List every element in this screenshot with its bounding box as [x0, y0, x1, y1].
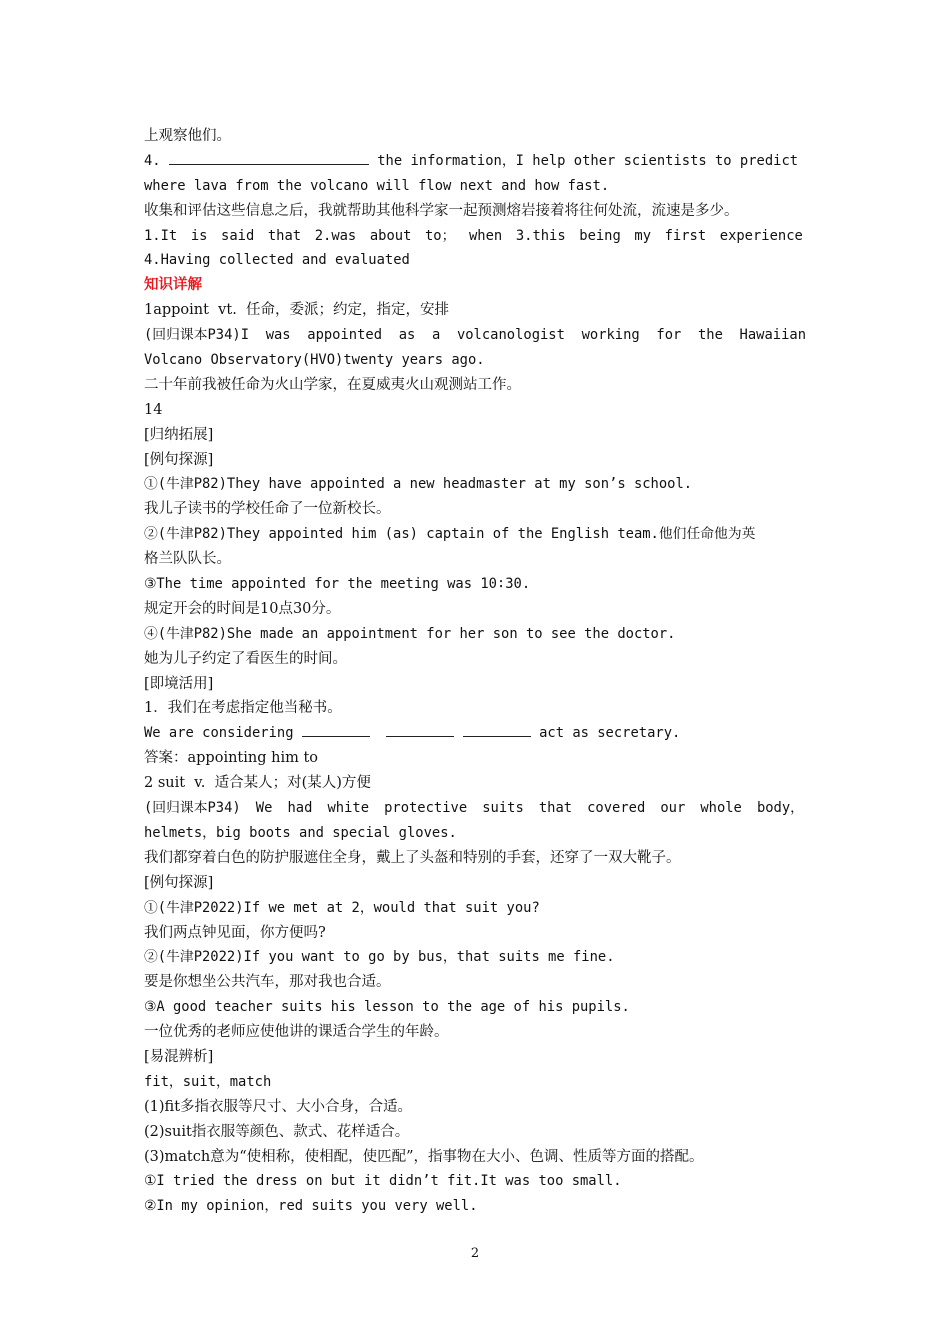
- item-number: 4.: [144, 152, 161, 169]
- vocab-entry-suit: 2 suit v. 适合某人；对(某人)方便: [144, 775, 371, 792]
- answer-word: 2.was: [314, 227, 357, 244]
- text-line: fit，suit，match: [144, 1073, 272, 1090]
- exercise-prompt: 1．我们在考虑指定他当秘书。: [144, 700, 342, 717]
- textbook-sentence: [144, 323, 806, 348]
- sentence-word: white: [327, 800, 370, 817]
- sentence-word: for: [656, 327, 682, 344]
- fill-in-blank[interactable]: [386, 722, 454, 737]
- answer-word: 1.It: [144, 227, 178, 244]
- sentence-word: volcanologist: [456, 327, 565, 344]
- exercise-line-4: [144, 149, 824, 174]
- vocab-entry-appoint: 1appoint vt. 任命，委派；约定，指定，安排: [144, 302, 450, 319]
- answer-word: that: [267, 227, 302, 244]
- translation-line: 她为儿子约定了看医生的时间。: [144, 650, 347, 667]
- example-sentence: ③A good teacher suits his lesson to the age of his pupils.: [144, 999, 630, 1016]
- comparison-note: (1)fit多指衣服等尺寸、大小合身，合适。: [144, 1098, 413, 1115]
- comparison-note: (2)suit指衣服等颜色、款式、花样适合。: [144, 1123, 410, 1140]
- answer-word: to；: [424, 227, 456, 244]
- text-line: Volcano Observatory(HVO)twenty years ago.: [144, 352, 485, 369]
- example-sentence: ④(牛津P82)She made an appointment for her son to see the doctor.: [144, 625, 676, 642]
- text-line: helmets，big boots and special gloves.: [144, 824, 457, 841]
- sentence-text: the information，I help other scientists to predict: [377, 152, 799, 169]
- answer-word: 3.this: [515, 227, 566, 244]
- exercise-sentence: [144, 721, 824, 746]
- answer-line: 答案：appointing him to: [144, 750, 318, 767]
- answer-word: experience: [719, 227, 803, 244]
- answer-word: first: [664, 227, 707, 244]
- translation-line: 二十年前我被任命为火山学家，在夏威夷火山观测站工作。: [144, 376, 521, 393]
- fill-in-blank[interactable]: [463, 722, 531, 737]
- sentence-text: act as secretary.: [539, 725, 681, 742]
- subsection-label: [易混辨析]: [144, 1048, 214, 1065]
- text-line: 14: [144, 401, 163, 418]
- translation-line: 要是你想坐公共汽车，那对我也合适。: [144, 974, 391, 991]
- sentence-word: Hawaiian: [739, 327, 806, 344]
- answer-word: my: [634, 227, 652, 244]
- translation-line: 我们都穿着白色的防护服遮住全身，戴上了头盔和特别的手套，还穿了一双大靴子。: [144, 849, 681, 866]
- answer-word: said: [221, 227, 255, 244]
- translation-line: 一位优秀的老师应使他讲的课适合学生的年龄。: [144, 1024, 449, 1041]
- example-sentence: ②(牛津P82)They appointed him (as) captain of the English team.他们任命他为英: [144, 526, 756, 543]
- fill-in-blank[interactable]: [169, 150, 369, 165]
- subsection-label: [例句探源]: [144, 451, 214, 468]
- answer-word: about: [369, 227, 412, 244]
- sentence-word: the: [697, 327, 723, 344]
- sentence-word: appointed: [307, 327, 383, 344]
- textbook-sentence: [144, 796, 804, 821]
- example-sentence: ③The time appointed for the meeting was 10∶30.: [144, 576, 531, 593]
- answer-word: being: [579, 227, 621, 244]
- sentence-word: our: [660, 800, 686, 817]
- fill-in-blank[interactable]: [302, 722, 370, 737]
- text-line: 上观察他们。: [144, 128, 231, 144]
- answer-word: is: [190, 227, 208, 244]
- example-sentence: ①I tried the dress on but it didn’t fit.It was too small.: [144, 1173, 622, 1190]
- answers-line: [144, 224, 803, 249]
- sentence-word: whole: [700, 800, 742, 817]
- page-number: 2: [470, 1246, 480, 1261]
- sentence-text: We are considering: [144, 725, 294, 742]
- example-sentence: ①(牛津P2022)If we met at 2，would that suit you?: [144, 899, 540, 916]
- document-body: [144, 124, 824, 1219]
- subsection-label: [归纳拓展]: [144, 426, 214, 443]
- sentence-word: a: [431, 327, 441, 344]
- translation-line: 我儿子读书的学校任命了一位新校长。: [144, 501, 391, 518]
- example-sentence: ②In my opinion，red suits you very well.: [144, 1198, 478, 1215]
- example-sentence: ①(牛津P82)They have appointed a new headmaster at my son’s school.: [144, 476, 693, 493]
- sentence-word: (回归课本P34)I: [144, 327, 250, 344]
- example-sentence: ②(牛津P2022)If you want to go by bus，that suits me fine.: [144, 949, 615, 966]
- translation-line: 我们两点钟见面，你方便吗?: [144, 924, 326, 941]
- sentence-word: suits: [482, 800, 524, 817]
- subsection-label: [例句探源]: [144, 874, 214, 891]
- sentence-word: as: [398, 327, 416, 344]
- sentence-word: covered: [587, 800, 646, 817]
- translation-line: 格兰队队长。: [144, 551, 231, 568]
- sentence-word: had: [287, 800, 313, 817]
- sentence-word: protective: [384, 800, 468, 817]
- sentence-word: body，: [756, 800, 804, 817]
- text-line: where lava from the volcano will flow next and how fast.: [144, 177, 610, 194]
- subsection-label: [即境活用]: [144, 675, 214, 692]
- sentence-word: working: [581, 327, 640, 344]
- sentence-word: (回归课本P34): [144, 800, 241, 817]
- answer-line: 4.Having collected and evaluated: [144, 252, 410, 269]
- sentence-word: that: [538, 800, 573, 817]
- section-heading: 知识详解: [144, 277, 202, 294]
- answer-word: when: [469, 227, 503, 244]
- comparison-note: (3)match意为“使相称，使相配，使匹配”，指事物在大小、色调、性质等方面的搭配。: [144, 1148, 704, 1165]
- translation-line: 规定开会的时间是10点30分。: [144, 600, 341, 617]
- translation-line: 收集和评估这些信息之后，我就帮助其他科学家一起预测熔岩接着将往何处流，流速是多少。: [144, 202, 739, 219]
- sentence-word: We: [255, 800, 273, 817]
- sentence-word: was: [265, 327, 291, 344]
